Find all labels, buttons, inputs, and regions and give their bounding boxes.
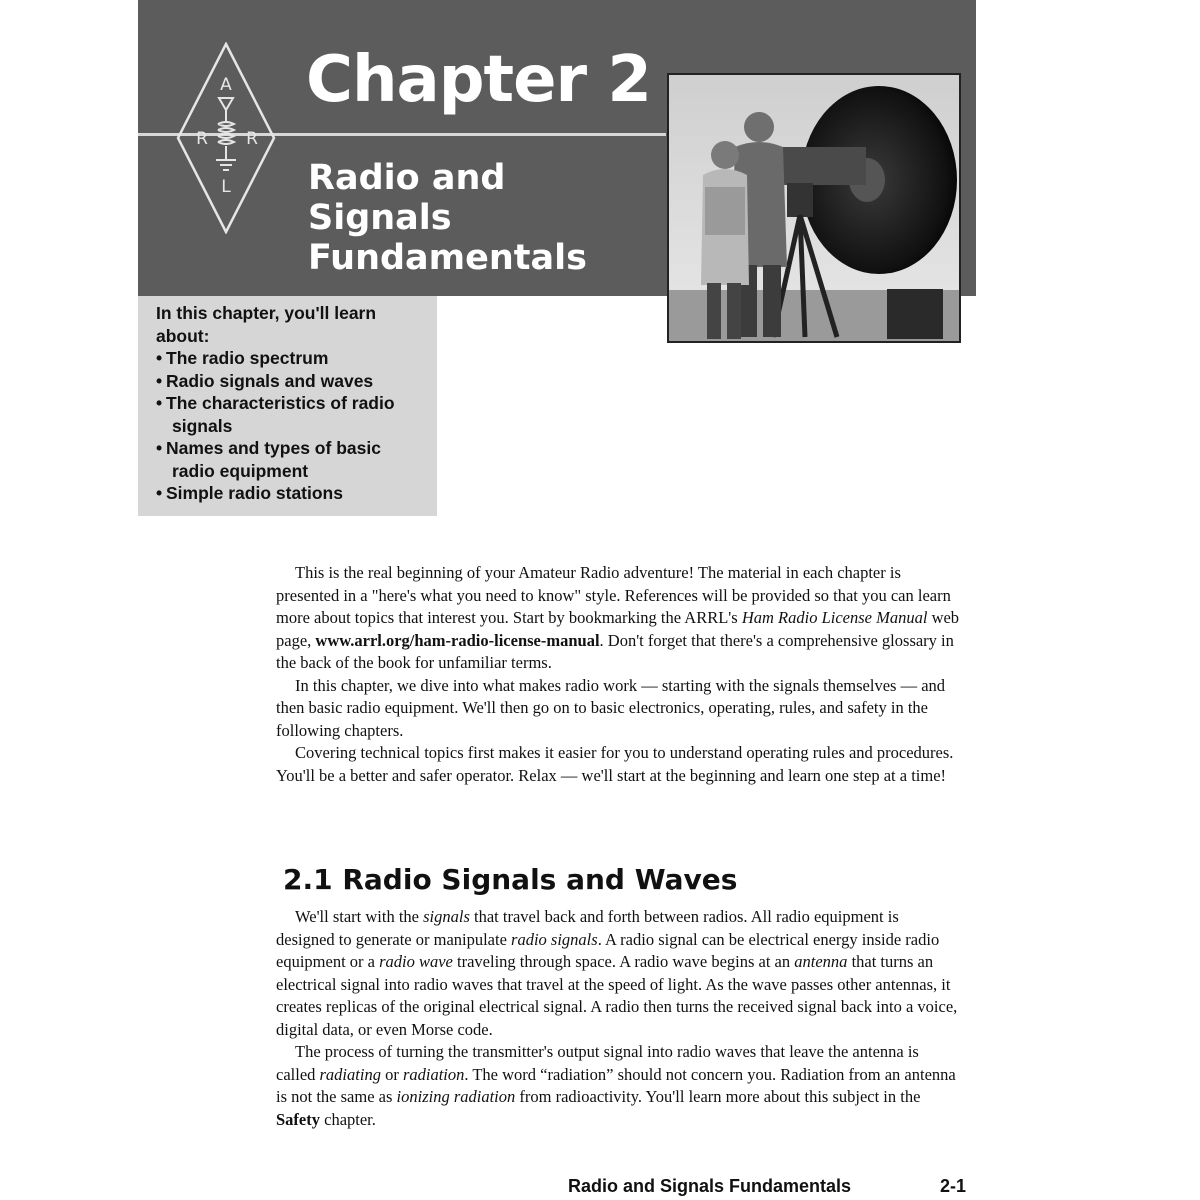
chapter-title-line-1: Radio and Signals: [308, 158, 506, 238]
license-manual-url: www.arrl.org/ham-radio-license-manual: [315, 630, 600, 650]
page-number: 2-1: [939, 1176, 966, 1196]
objective-item: [156, 392, 425, 437]
objective-text: The radio spectrum: [166, 348, 329, 368]
term-emphasis: radiation: [402, 1064, 465, 1084]
text-run: chapter.: [320, 1109, 376, 1129]
text-run: that travel back and forth between radios. All radio equipment is designed to generate or manipulate: [276, 907, 899, 949]
text-run: that turns an electrical signal into radio waves that travel at the speed of light. As the wave passes other antennas, it creates replicas of the original electrical signal. A radio then turns the received signal back into a voice, digital data, or even Morse code.: [276, 952, 958, 1039]
objective-text: Simple radio stations: [166, 483, 343, 503]
text-run: or: [380, 1064, 403, 1084]
term-emphasis: antenna: [794, 952, 848, 971]
objectives-heading: [156, 302, 425, 347]
intro-paragraph-3: Covering technical topics first makes it easier for you to understand operating rules and procedures. You'll be a better and safer operator. Relax — we'll start at the beginning and learn one step at a time!: [276, 743, 954, 785]
objective-text: Names and types of basic: [166, 438, 381, 458]
objective-item: [156, 482, 425, 505]
term-emphasis: radio wave: [379, 952, 453, 971]
term-emphasis: ionizing radiation: [396, 1087, 516, 1106]
objectives-heading-line-1: In this chapter, you'll learn: [156, 303, 377, 323]
objective-item: [156, 437, 425, 482]
text-run: . The word “radiation” should not concern you. Radiation from an antenna is not the same as: [276, 1064, 956, 1106]
chapter-reference: Safety: [276, 1109, 320, 1129]
chapter-title-heading: [308, 158, 658, 278]
intro-paragraph-2: In this chapter, we dive into what makes radio work — starting with the signals themselves — and then basic radio equipment. We'll then go on to basic electronics, operating, rules, and safety in the following chapters.: [276, 675, 946, 740]
text-run: The process of turning the transmitter's output signal into radio waves that leave the antenna is called: [276, 1042, 919, 1084]
text-run: web page,: [276, 608, 960, 650]
objectives-list: [156, 347, 425, 505]
chapter-objectives-box: [138, 296, 437, 516]
text-run: This is the real beginning of your Amateur Radio adventure! The material in each chapter is presented in a "here's what you need to know" style. References will be provided so that you can learn more about topics that interest you. Start by bookmarking the ARRL's: [276, 563, 951, 627]
objective-text: Radio signals and waves: [166, 370, 374, 391]
term-emphasis: radio signals: [511, 929, 598, 949]
intro-text: [276, 562, 960, 787]
logo-letter-r-right: R: [246, 129, 258, 149]
page-footer: [568, 1176, 966, 1197]
objectives-heading-line-2: about:: [156, 325, 210, 346]
objective-text-continued: signals: [172, 415, 233, 436]
text-run: We'll start with the: [295, 907, 424, 926]
objective-text-continued: radio equipment: [172, 460, 309, 481]
section-paragraph-1: [276, 906, 960, 1041]
chapter-photo: [667, 73, 961, 343]
logo-letter-a: A: [220, 75, 232, 95]
section-heading: 2.1 Radio Signals and Waves: [283, 863, 738, 896]
text-run: from radioactivity. You'll learn more about this subject in the: [515, 1087, 921, 1106]
section-text: [276, 906, 960, 1131]
running-title: Radio and Signals Fundamentals: [568, 1176, 852, 1196]
section-paragraph-2: [276, 1041, 960, 1131]
logo-letter-l: L: [221, 177, 231, 197]
term-emphasis: signals: [423, 907, 470, 926]
chapter-title-line-2: Fundamentals: [308, 238, 587, 278]
chapter-number-heading: Chapter 2: [306, 43, 651, 117]
photo-illustration: [669, 75, 959, 341]
objective-item: [156, 370, 425, 393]
text-run: traveling through space. A radio wave begins at an: [452, 952, 795, 971]
term-emphasis: radiating: [319, 1064, 381, 1084]
arrl-diamond-logo-icon: [176, 42, 276, 234]
objective-item: [156, 347, 425, 370]
intro-paragraph-1: [276, 562, 960, 675]
text-run: . A radio signal can be electrical energy inside radio equipment or a: [276, 929, 940, 971]
book-title-emphasis: Ham Radio License Manual: [741, 608, 928, 627]
text-run: . Don't forget that there's a comprehensive glossary in the back of the book for unfamiliar terms.: [276, 630, 954, 672]
logo-letter-r-left: R: [196, 129, 208, 149]
objective-text: The characteristics of radio: [166, 393, 395, 413]
